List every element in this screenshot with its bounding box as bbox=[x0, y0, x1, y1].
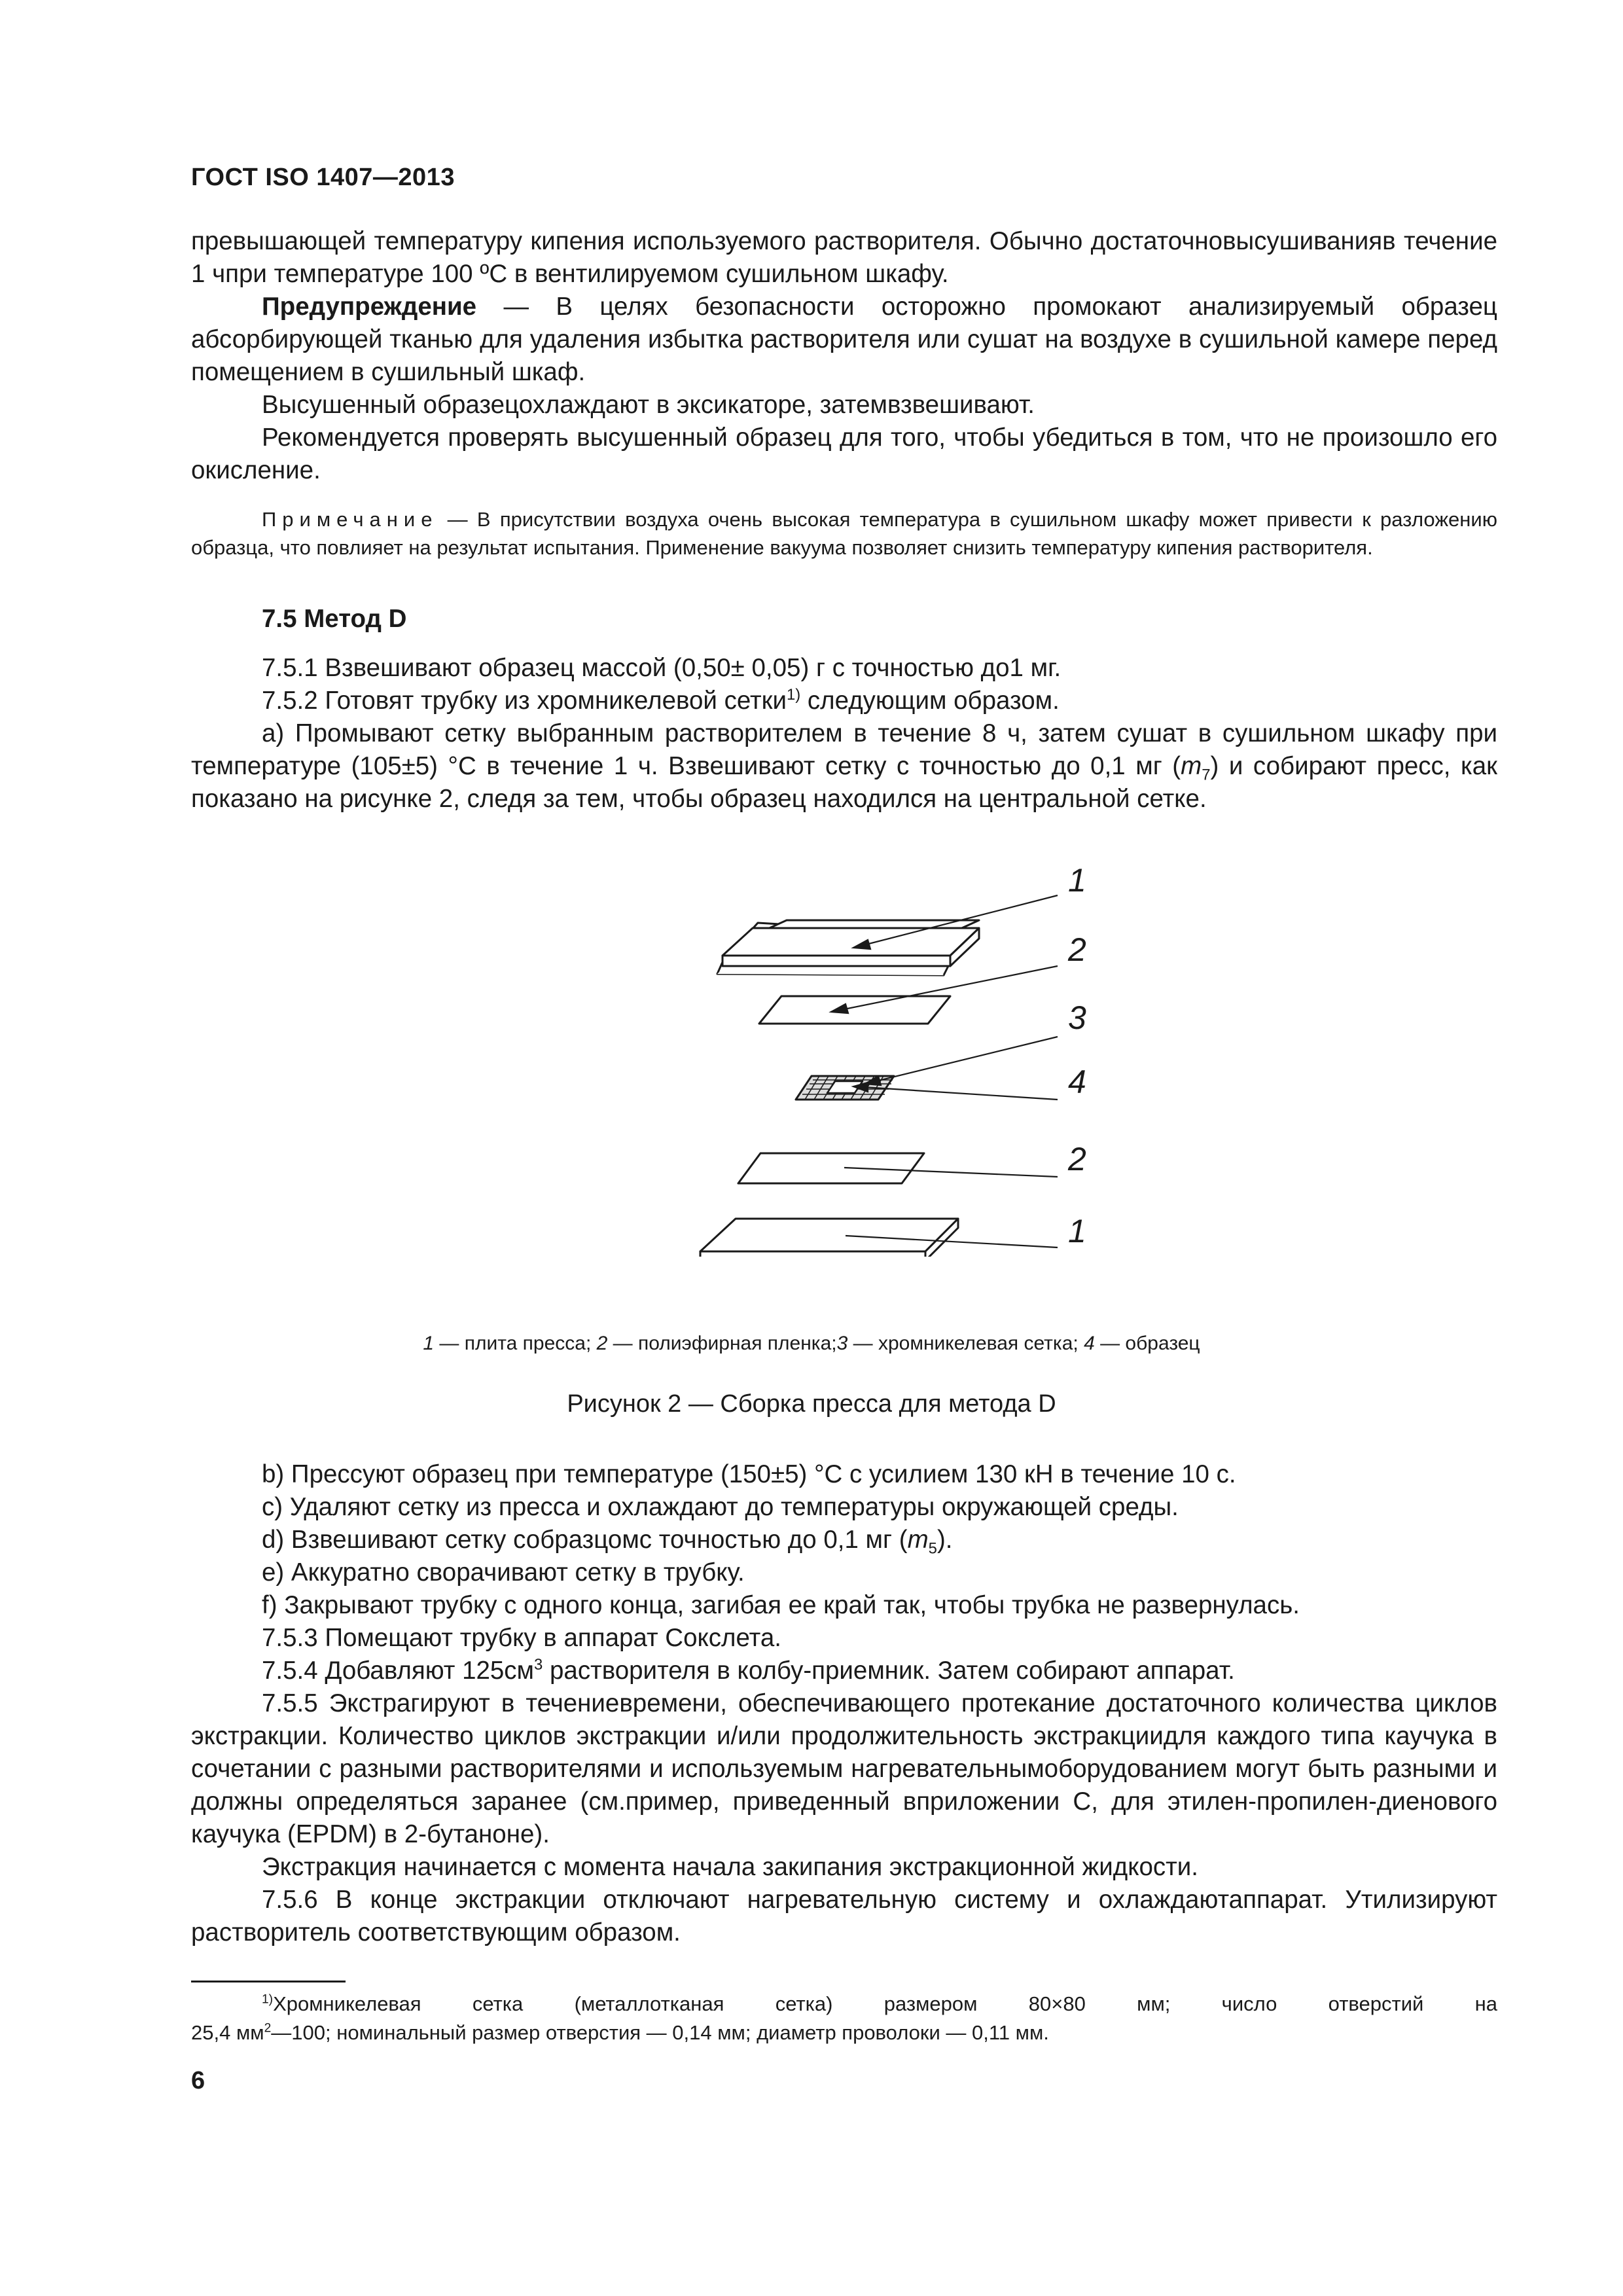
polyester-film-upper bbox=[759, 996, 950, 1024]
callout-2-lower: 2 bbox=[1068, 1141, 1086, 1177]
legend-text: — полиэфирная пленка; bbox=[607, 1333, 837, 1354]
note-block bbox=[191, 505, 1497, 562]
legend-text: — плита пресса; bbox=[434, 1333, 597, 1354]
superscript: 3 bbox=[534, 1656, 543, 1674]
paragraph-drying: превышающей температуру кипения используемого растворителя. Обычно достаточновысушиванияв течение 1 чпри температуре 100 ºС в вентилируемом сушильном шкафу. bbox=[191, 227, 1497, 288]
text-fragment: —100; номинальный размер отверстия — 0,14 мм; диаметр проволоки — 0,11 мм. bbox=[271, 2021, 1049, 2044]
warning-label: Предупреждение bbox=[262, 293, 477, 321]
footnote-line-2 bbox=[191, 2018, 1497, 2047]
press-plate-top-edge bbox=[722, 956, 950, 966]
paragraph-extraction-start: Экстракция начинается с момента начала закипания экстракционной жидкости. bbox=[262, 1853, 1199, 1881]
legend-number: 1 bbox=[423, 1333, 435, 1354]
figure-caption: Рисунок 2 — Сборка пресса для метода D bbox=[567, 1390, 1056, 1418]
paragraph-step-d bbox=[191, 1524, 1497, 1556]
callout-1-top: 1 bbox=[1068, 862, 1086, 899]
paragraph-step-c: c) Удаляют сетку из пресса и охлаждают до температуры окружающей среды. bbox=[262, 1493, 1179, 1521]
paragraph-step-b: b) Прессуют образец при температуре (150±5) °С с усилием 130 кН в течение 10 с. bbox=[262, 1460, 1236, 1488]
footnote-marker: 1) bbox=[262, 1992, 274, 2007]
paragraph-7-5-3: 7.5.3 Помещают трубку в аппарат Сокслета. bbox=[262, 1624, 781, 1652]
note-paragraph bbox=[191, 505, 1497, 562]
legend-text: — образец bbox=[1094, 1333, 1200, 1354]
figure-legend bbox=[0, 1333, 1623, 1355]
press-assembly-figure bbox=[681, 851, 1139, 1257]
legend-number: 4 bbox=[1084, 1333, 1095, 1354]
callout-4: 4 bbox=[1068, 1064, 1086, 1100]
text-fragment: растворителя в колбу-приемник. Затем собирают аппарат. bbox=[543, 1657, 1235, 1685]
footnote bbox=[191, 1990, 1497, 2047]
callout-1-bottom: 1 bbox=[1068, 1213, 1086, 1249]
note-text: — В присутствии воздуха очень высокая температура в сушильном шкафу может привести к разложению образца, что повлияет на результат испытания. Применение вакуума позволяет снизить температуру кипения растворителя. bbox=[191, 508, 1497, 559]
variable-subscript: 7 bbox=[1202, 766, 1211, 784]
text-fragment: ). bbox=[936, 1526, 953, 1554]
superscript: 2 bbox=[264, 2021, 272, 2036]
variable-subscript: 5 bbox=[928, 1539, 937, 1558]
text-fragment: следующим образом. bbox=[800, 687, 1060, 715]
footnote-line-1 bbox=[191, 1990, 1497, 2018]
text-block-drying bbox=[191, 225, 1497, 487]
legend-number: 3 bbox=[836, 1333, 848, 1354]
legend-number: 2 bbox=[596, 1333, 608, 1354]
paragraph-cooling: Высушенный образецохлаждают в эксикаторе, затемвзвешивают. bbox=[262, 391, 1035, 419]
press-plate-top-shape bbox=[722, 928, 979, 956]
paragraph-7-5-1: 7.5.1 Взвешивают образец массой (0,50± 0,05) г с точностью до1 мг. bbox=[262, 654, 1061, 682]
paragraph-warning bbox=[191, 291, 1497, 389]
page-number: 6 bbox=[191, 2067, 205, 2094]
section-heading: 7.5 Метод D bbox=[262, 605, 407, 633]
press-plate-bottom-shape bbox=[700, 1219, 958, 1251]
paragraph-7-5-6: 7.5.6 В конце экстракции отключают нагревательную систему и охлаждаютаппарат. Утилизируют растворитель соответствующим образом. bbox=[191, 1886, 1497, 1946]
callout-2-upper: 2 bbox=[1068, 931, 1086, 968]
document-header: ГОСТ ISO 1407—2013 bbox=[191, 164, 455, 191]
press-plate-bottom-edge bbox=[700, 1251, 925, 1257]
polyester-film-lower bbox=[738, 1153, 924, 1183]
text-fragment: a) Промывают сетку выбранным растворителем в течение 8 ч, затем сушат в сушильном шкафу при температуре (105±5) °С в течение 1 ч. Взвешивают сетку с точностью до 0,1 мг ( bbox=[191, 719, 1497, 780]
text-block-procedure bbox=[191, 1458, 1497, 1949]
text-fragment: 7.5.2 Готовят трубку из хромникелевой сетки bbox=[262, 687, 787, 715]
variable-m: m bbox=[907, 1526, 929, 1554]
variable-m: m bbox=[1181, 752, 1202, 780]
text-fragment: Хромникелевая сетка (металлотканая сетка) размером 80×80 мм; число отверстий на bbox=[273, 1992, 1497, 2015]
text-fragment: 25,4 мм bbox=[191, 2021, 264, 2044]
paragraph-oxidation: Рекомендуется проверять высушенный образец для того, чтобы убедиться в том, что не произошло его окисление. bbox=[191, 423, 1497, 484]
footnote-divider bbox=[191, 1981, 346, 1982]
text-block-method-d bbox=[191, 652, 1497, 816]
paragraph-7-5-2 bbox=[191, 685, 1497, 717]
text-fragment: ) и собирают пресс, как показано на рисунке 2, следя за тем, чтобы образец находился на центральной сетке. bbox=[191, 752, 1497, 813]
text-fragment: 7.5.4 Добавляют 125см bbox=[262, 1657, 535, 1685]
paragraph-7-5-5: 7.5.5 Экстрагируют в течениевремени, обеспечивающего протекание достаточного количества циклов экстракции. Количество циклов экстракции и/или продолжительность экстракциидля каждого типа каучука в сочетании с разными растворителями и используемым нагревательнымоборудованием могут быть разными и должны определяться заранее (см.пример, приведенный вприложении С, для этилен-пропилен-диенового каучука (EPDM) в 2-бутаноне). bbox=[191, 1689, 1497, 1848]
note-label: Примечание bbox=[262, 508, 438, 531]
paragraph-step-a bbox=[191, 717, 1497, 816]
warning-text: — В целях безопасности осторожно промокают анализируемый образец абсорбирующей тканью для удаления избытка растворителя или сушат на воздухе в сушильной камере перед помещением в сушильный шкаф. bbox=[191, 293, 1497, 386]
paragraph-step-e: e) Аккуратно сворачивают сетку в трубку. bbox=[262, 1558, 745, 1587]
legend-text: — хромникелевая сетка; bbox=[847, 1333, 1084, 1354]
text-fragment: d) Взвешивают сетку собразцомс точностью до 0,1 мг ( bbox=[262, 1526, 908, 1554]
paragraph-step-f: f) Закрывают трубку с одного конца, загибая ее край так, чтобы трубка не развернулась. bbox=[262, 1591, 1300, 1619]
callout-3: 3 bbox=[1068, 999, 1086, 1036]
footnote-ref: 1) bbox=[787, 686, 801, 704]
paragraph-7-5-4 bbox=[191, 1655, 1497, 1687]
